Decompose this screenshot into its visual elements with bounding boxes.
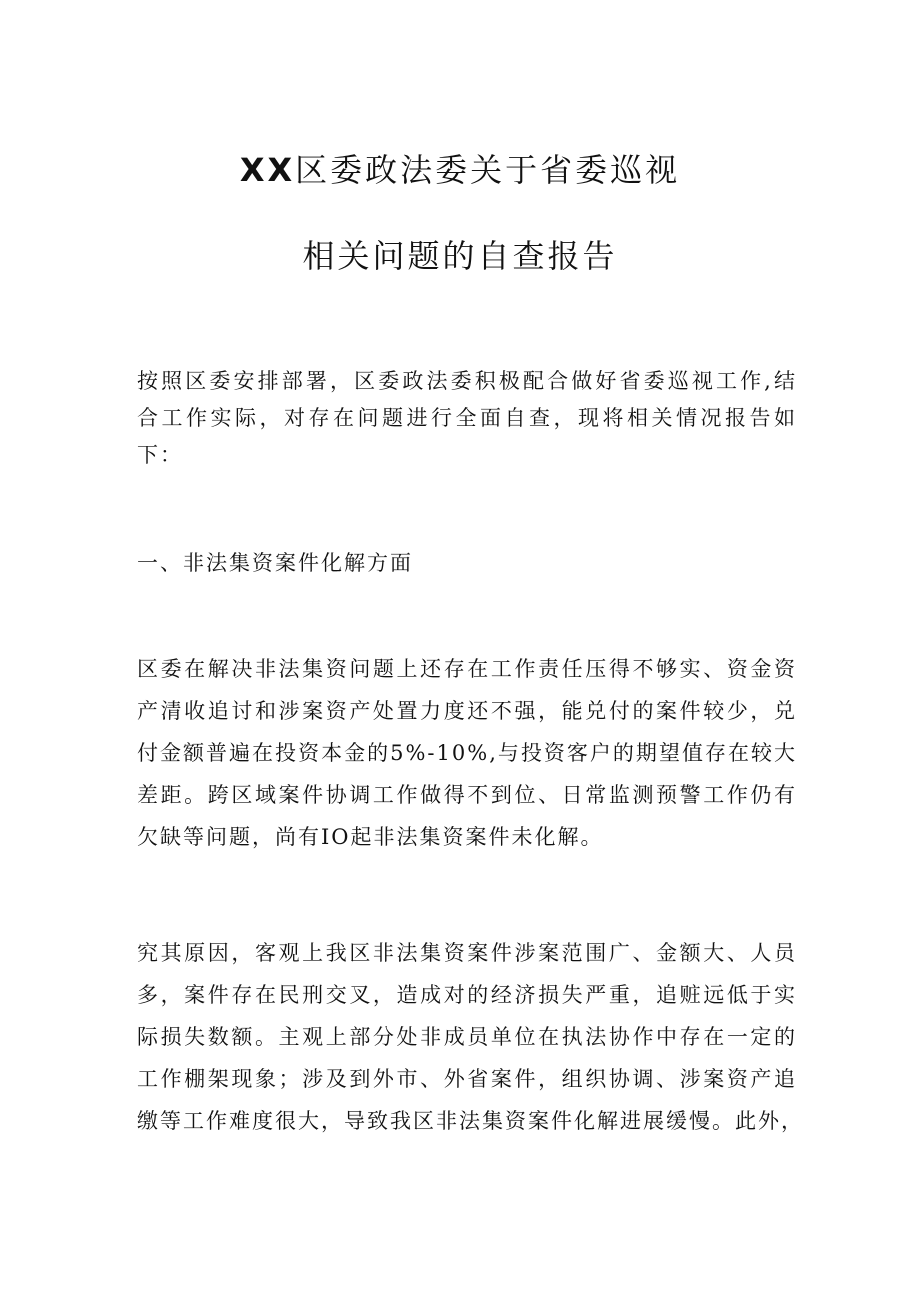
section-1-heading-text: 一、非法集资案件化解方面	[137, 551, 413, 575]
document-title-line-2: 相关问题的自查报告	[302, 237, 618, 275]
paragraph-1-line-5: 欠缺等问题，尚有IO起非法集资案件未化解。	[137, 825, 604, 849]
intro-line-3: 下：	[137, 443, 183, 467]
intro-line-1: 按照区委安排部署，区委政法委积极配合做好省委巡视工作,结	[137, 369, 797, 393]
paragraph-1-line-1: 区委在解决非法集资问题上还存在工作责任压得不够实、资金资	[137, 657, 797, 681]
paragraph-1-line-3: 付金额普遍在投资本金的5%-10%,与投资客户的期望值存在较大	[137, 741, 797, 765]
intro-paragraph	[137, 363, 797, 474]
section-1-paragraph-2	[137, 932, 804, 1142]
paragraph-1-line-2: 产清收追讨和涉案资产处置力度还不强，能兑付的案件较少，兑	[137, 699, 797, 723]
paragraph-2-line-1: 究其原因，客观上我区非法集资案件涉案范围广、金额大、人员	[137, 941, 797, 965]
title-prefix: XX	[239, 151, 296, 189]
title-line-1-rest: 区委政法委关于省委巡视	[295, 151, 681, 189]
paragraph-2-line-5: 缴等工作难度很大，导致我区非法集资案件化解进展缓慢。此外，	[137, 1109, 804, 1133]
document-title-line-1	[0, 150, 920, 190]
paragraph-1-line-4: 差距。跨区域案件协调工作做得不到位、日常监测预警工作仍有	[137, 783, 797, 807]
paragraph-2-line-4: 工作棚架现象；涉及到外市、外省案件，组织协调、涉案资产追	[137, 1067, 797, 1091]
section-1-heading	[137, 545, 797, 581]
paragraph-2-line-3: 际损失数额。主观上部分处非成员单位在执法协作中存在一定的	[137, 1025, 797, 1049]
section-1-paragraph-1	[137, 648, 797, 858]
paragraph-2-line-2: 多，案件存在民刑交叉，造成对的经济损失严重，追赃远低于实	[137, 983, 797, 1007]
intro-line-2: 合工作实际，对存在问题进行全面自查，现将相关情况报告如	[137, 406, 797, 430]
